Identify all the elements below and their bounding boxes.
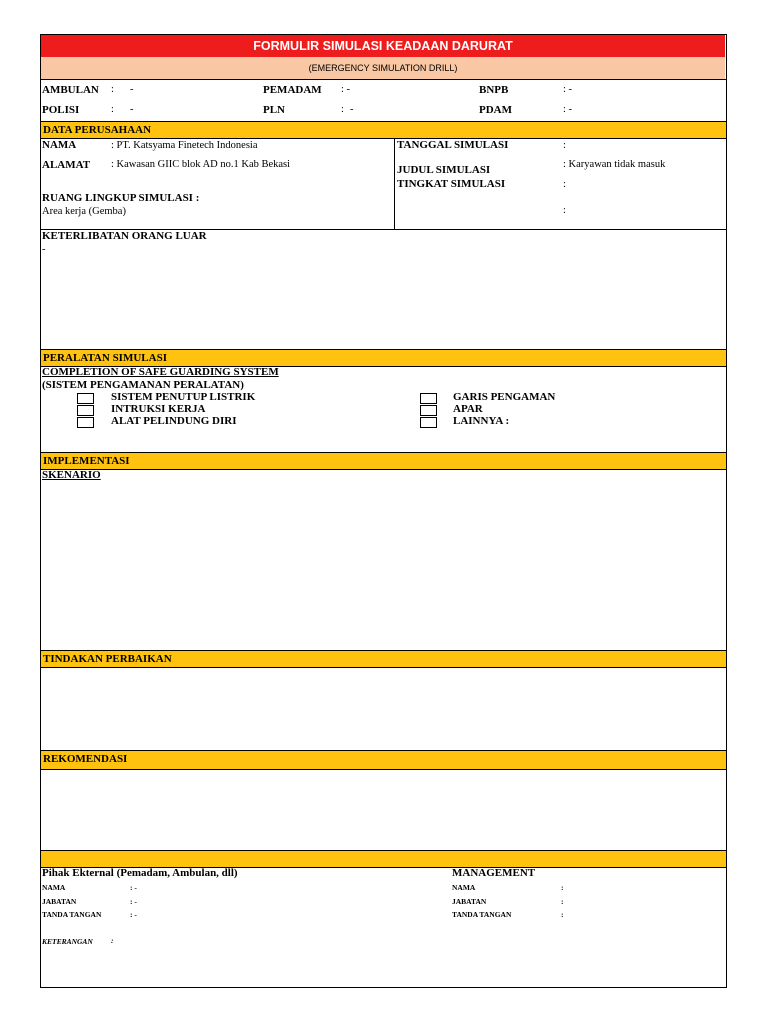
management-jabatan-label: JABATAN: [452, 897, 487, 906]
checkbox-alat-pelindung-diri[interactable]: [77, 417, 94, 428]
polisi-value[interactable]: -: [130, 104, 134, 115]
external-ttd-value[interactable]: : -: [130, 910, 137, 919]
external-title: Pihak Ekternal (Pemadam, Ambulan, dll): [42, 867, 238, 879]
ambulan-value[interactable]: -: [130, 84, 134, 95]
judul-label: JUDUL SIMULASI: [397, 164, 491, 176]
divider: [41, 79, 726, 80]
item-apar: APAR: [453, 403, 483, 415]
ruang-lingkup-label: RUANG LINGKUP SIMULASI :: [42, 192, 200, 204]
keterlibatan-label: KETERLIBATAN ORANG LUAR: [42, 230, 207, 242]
form-subtitle: (EMERGENCY SIMULATION DRILL): [41, 57, 725, 79]
item-alat-pelindung-diri: ALAT PELINDUNG DIRI: [111, 415, 237, 427]
external-ttd-label: TANDA TANGAN: [42, 910, 102, 919]
pln-value[interactable]: -: [350, 104, 354, 115]
management-title: MANAGEMENT: [452, 867, 536, 879]
alamat-label: ALAMAT: [42, 159, 91, 171]
ambulan-sep: :: [111, 84, 114, 95]
bnpb-value[interactable]: : -: [563, 84, 573, 95]
item-intruksi-kerja: INTRUKSI KERJA: [111, 403, 206, 415]
external-nama-value[interactable]: : -: [130, 883, 137, 892]
management-ttd-value[interactable]: :: [561, 910, 564, 919]
external-jabatan-value[interactable]: : -: [130, 897, 137, 906]
pln-sep: :: [341, 104, 344, 115]
checkbox-apar[interactable]: [420, 405, 437, 416]
section-data-perusahaan: DATA PERUSAHAAN: [41, 121, 726, 139]
skenario-label: SKENARIO: [42, 469, 101, 481]
bnpb-label: BNPB: [479, 84, 509, 96]
checkbox-garis-pengaman[interactable]: [420, 393, 437, 404]
pdam-label: PDAM: [479, 104, 512, 116]
keterangan-value[interactable]: :: [111, 936, 114, 945]
pdam-value[interactable]: : -: [563, 104, 573, 115]
item-garis-pengaman: GARIS PENGAMAN: [453, 391, 556, 403]
external-jabatan-label: JABATAN: [42, 897, 77, 906]
tanggal-label: TANGGAL SIMULASI: [397, 139, 509, 151]
section-rekomendasi: REKOMENDASI: [41, 750, 726, 770]
section-tindakan-perbaikan: TINDAKAN PERBAIKAN: [41, 650, 726, 668]
item-lainnya: LAINNYA :: [453, 415, 510, 427]
polisi-sep: :: [111, 104, 114, 115]
ruang-lingkup-value[interactable]: Area kerja (Gemba): [42, 206, 126, 217]
checkbox-intruksi-kerja[interactable]: [77, 405, 94, 416]
alamat-value[interactable]: : Kawasan GIIC blok AD no.1 Kab Bekasi: [111, 159, 291, 170]
keterlibatan-value[interactable]: -: [42, 244, 46, 255]
pemadam-value[interactable]: : -: [341, 84, 351, 95]
pln-label: PLN: [263, 104, 285, 116]
management-ttd-label: TANDA TANGAN: [452, 910, 512, 919]
nama-label: NAMA: [42, 139, 77, 151]
peralatan-subheading: (SISTEM PENGAMANAN PERALATAN): [42, 379, 244, 391]
item-sistem-penutup-listrik: SISTEM PENUTUP LISTRIK: [111, 391, 256, 403]
simulation-form: [40, 34, 727, 988]
management-nama-value[interactable]: :: [561, 883, 564, 892]
tingkat-value[interactable]: :: [563, 179, 566, 190]
extra-value[interactable]: :: [563, 205, 566, 216]
pemadam-label: PEMADAM: [263, 84, 322, 96]
column-divider: [394, 139, 395, 229]
polisi-label: POLISI: [42, 104, 80, 116]
tingkat-label: TINGKAT SIMULASI: [397, 178, 506, 190]
section-peralatan-simulasi: PERALATAN SIMULASI: [41, 349, 726, 367]
section-implementasi: IMPLEMENTASI: [41, 452, 726, 470]
external-nama-label: NAMA: [42, 883, 66, 892]
form-title: FORMULIR SIMULASI KEADAAN DARURAT: [41, 35, 725, 57]
peralatan-heading: COMPLETION OF SAFE GUARDING SYSTEM: [42, 366, 279, 378]
management-jabatan-value[interactable]: :: [561, 897, 564, 906]
section-signatures: [41, 850, 726, 868]
checkbox-lainnya[interactable]: [420, 417, 437, 428]
tanggal-value[interactable]: :: [563, 140, 566, 151]
checkbox-sistem-penutup-listrik[interactable]: [77, 393, 94, 404]
management-nama-label: NAMA: [452, 883, 476, 892]
ambulan-label: AMBULAN: [42, 84, 99, 96]
judul-value[interactable]: : Karyawan tidak masuk: [563, 159, 666, 170]
keterangan-label: KETERANGAN: [42, 937, 93, 946]
nama-value[interactable]: : PT. Katsyama Finetech Indonesia: [111, 140, 258, 151]
